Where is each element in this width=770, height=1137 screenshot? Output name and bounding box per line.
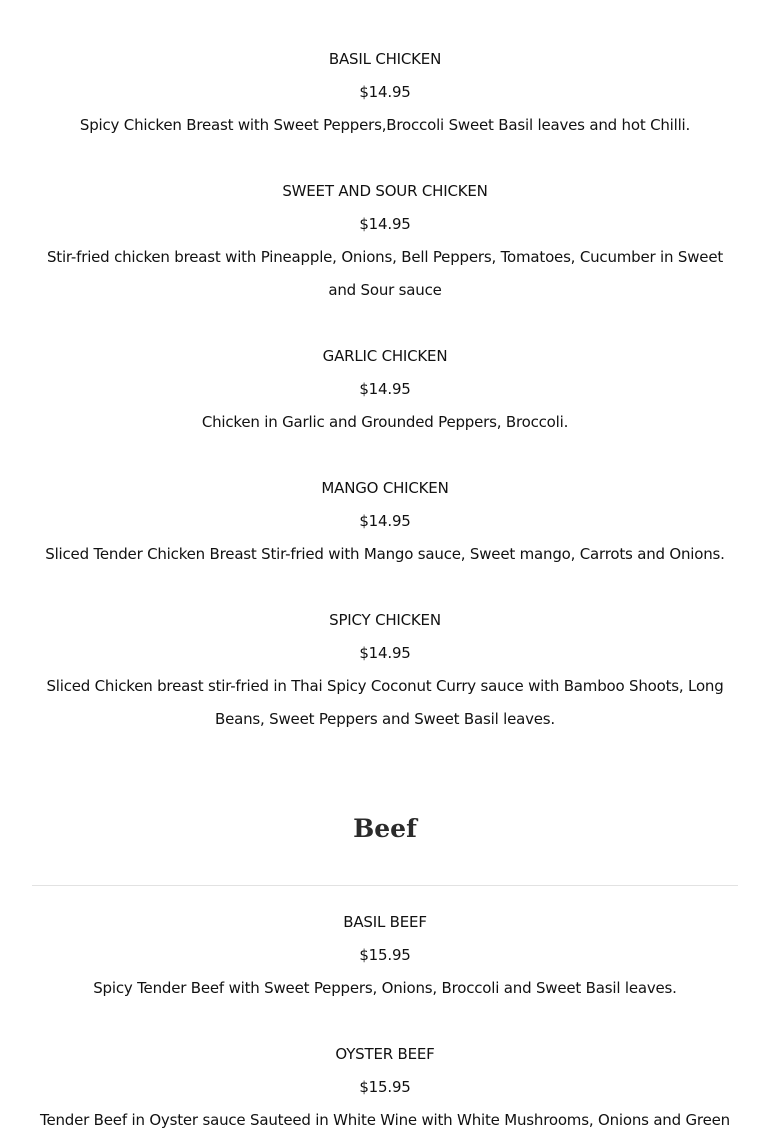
menu-item bbox=[32, 175, 738, 307]
menu-item-description: Stir-fried chicken breast with Pineapple, Onions, Bell Peppers, Tomatoes, Cucumber in Sweet and Sour sauce bbox=[46, 248, 724, 299]
menu-item-price: $14.95 bbox=[359, 215, 411, 233]
menu-item-description: Chicken in Garlic and Grounded Peppers, Broccoli. bbox=[201, 413, 569, 431]
menu-item-price: $15.95 bbox=[359, 1078, 411, 1096]
menu-item-name: GARLIC CHICKEN bbox=[322, 347, 448, 365]
menu-item-name: SWEET AND SOUR CHICKEN bbox=[282, 182, 488, 200]
menu-item-description: Tender Beef in Oyster sauce Sauteed in White Wine with White Mushrooms, Onions and Green bbox=[40, 1111, 730, 1129]
beef-section bbox=[32, 809, 738, 1137]
menu-item bbox=[32, 340, 738, 439]
menu-item-name: OYSTER BEEF bbox=[335, 1045, 435, 1063]
menu-item-description: Spicy Chicken Breast with Sweet Peppers,Broccoli Sweet Basil leaves and hot Chilli. bbox=[79, 116, 691, 134]
menu-item-description: Sliced Chicken breast stir-fried in Thai Spicy Coconut Curry sauce with Bamboo Shoots, Long Beans, Sweet Peppers and Sweet Basil leaves. bbox=[46, 677, 724, 728]
menu-item bbox=[32, 906, 738, 1005]
menu-item bbox=[32, 472, 738, 571]
menu-item-description: Sliced Tender Chicken Breast Stir-fried with Mango sauce, Sweet mango, Carrots and Onions. bbox=[45, 545, 725, 563]
menu-item-description: Spicy Tender Beef with Sweet Peppers, Onions, Broccoli and Sweet Basil leaves. bbox=[93, 979, 677, 997]
menu-item-name: BASIL CHICKEN bbox=[328, 50, 442, 68]
menu-item-price: $14.95 bbox=[359, 380, 411, 398]
menu-item-name: MANGO CHICKEN bbox=[321, 479, 449, 497]
menu-page bbox=[32, 43, 738, 1137]
menu-item bbox=[32, 1038, 738, 1137]
menu-item-price: $14.95 bbox=[359, 644, 411, 662]
menu-item bbox=[32, 43, 738, 142]
menu-item-name: BASIL BEEF bbox=[343, 913, 427, 931]
menu-item-price: $14.95 bbox=[359, 83, 411, 101]
menu-item bbox=[32, 604, 738, 736]
menu-item-price: $15.95 bbox=[359, 946, 411, 964]
beef-menu-list bbox=[32, 906, 738, 1137]
menu-item-price: $14.95 bbox=[359, 512, 411, 530]
chicken-menu-list bbox=[32, 43, 738, 736]
menu-item-name: SPICY CHICKEN bbox=[329, 611, 441, 629]
section-divider bbox=[32, 885, 738, 886]
section-title: Beef bbox=[353, 814, 417, 843]
